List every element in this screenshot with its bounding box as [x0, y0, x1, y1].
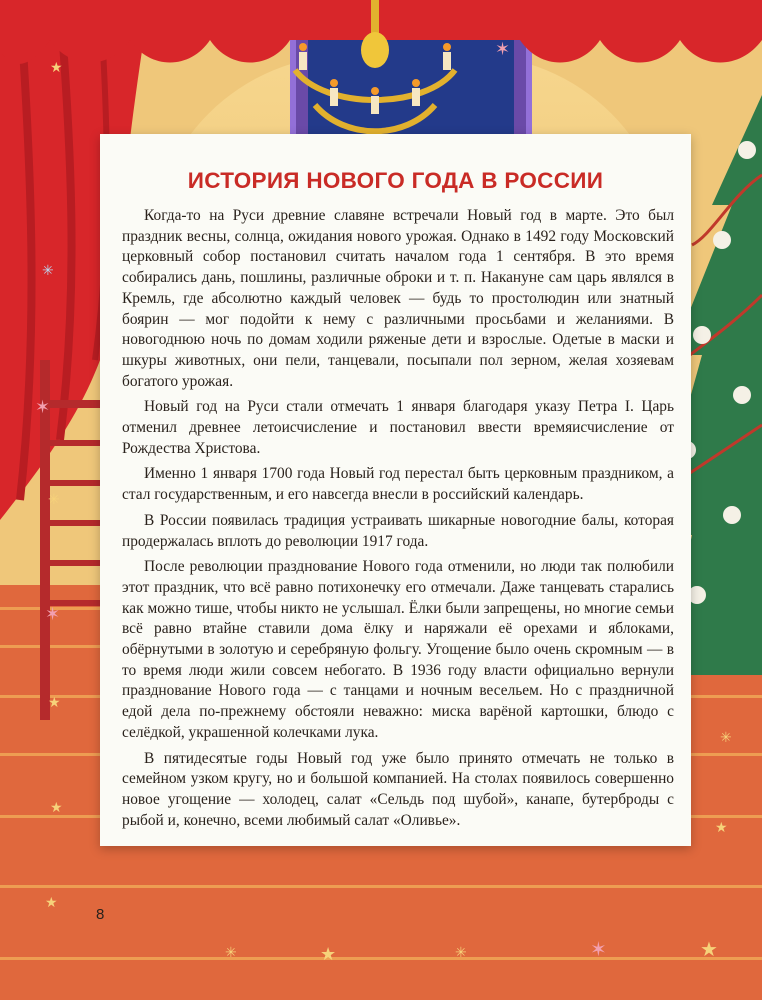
star-icon: ✳ — [455, 944, 467, 960]
star-icon: ✳ — [720, 729, 732, 745]
star-icon: ✶ — [590, 939, 607, 961]
star-icon: ★ — [715, 819, 728, 835]
star-icon: ✶ — [495, 39, 511, 59]
star-icon: ✳ — [225, 944, 237, 960]
star-icon: ★ — [50, 799, 63, 815]
paragraph: Новый год на Руси стали отмечать 1 января благодаря указу Петра I. Царь отменил древнее летоисчисление и постановил ввести времяисчисление от Рождества Христова. — [122, 398, 674, 457]
star-icon: ✳ — [42, 262, 54, 278]
article-title: ИСТОРИЯ НОВОГО ГОДА В РОССИИ — [187, 168, 604, 193]
star-icon: ★ — [48, 694, 61, 710]
paragraph: Именно 1 января 1700 года Новый год перестал быть церковным праздником, а стал государственным, и его навсегда внесли в российский календарь. — [122, 465, 674, 504]
star-icon: ★ — [45, 894, 58, 910]
paragraph: В России появилась традиция устраивать шикарные новогодние балы, которая продержалась вплоть до революции 1917 года. — [122, 511, 674, 550]
article-card — [100, 134, 691, 846]
star-icon: ✶ — [45, 604, 61, 624]
star-icon: ★ — [50, 59, 63, 75]
star-icon: ★ — [700, 939, 718, 961]
star-icon: ✳ — [48, 491, 60, 507]
paragraph: В пятидесятые годы Новый год уже было принято отмечать не только в семейном узком кругу, но и большой компанией. На столах появилось совершенно новое угощение — холодец, салат «Сельдь под шубой», канапе, бутерброды с рыбой и, конечно, всеми любимый салат «Оливье». — [122, 749, 674, 829]
paragraph: После революции празднование Нового года отменили, но люди так полюбили этот праздник, что всё равно потихонечку его отмечали. Даже танцевать старались как можно тише, чтобы никто не услышал. Ёлки были запрещены, но многие семьи всё равно втайне ставили дома ёлку и наряжали её орехами и яблоками, обёрнутыми в золотую и серебряную фольгу. Угощение было очень скромным — в то время люди жили совсем небогато. В 1936 году власти официально вернули празднование Нового года — с танцами и ночным весельем. Но с праздничной едой дела по-прежнему обстояли неважно: миска варёной картошки, блюдо с селёдкой, украшенной колечками лука. — [122, 558, 674, 741]
star-icon: ★ — [320, 944, 337, 964]
article-body — [122, 206, 674, 831]
page-number: 8 — [96, 906, 105, 923]
star-icon: ✶ — [35, 397, 51, 417]
paragraph: Когда-то на Руси древние славяне встречали Новый год в марте. Это был праздник весны, солнца, ожидания нового урожая. Однако в 1492 году Московский церковный собор постановил считать началом года 1 сентября. В это время собирались дань, пошлины, различные оброки и т. п. Накануне сам царь являлся в Кремль, где абсолютно каждый человек — будь то простолюдин или знатный боярин — мог подойти к нему с различными просьбами и желаниями. В новогоднюю ночь по домам ходили ряженые дети и взрослые. Одетые в маски и шкуры животных, они пели, танцевали, посыпали пол зерном, желая хозяевам богатого урожая. — [122, 207, 674, 390]
